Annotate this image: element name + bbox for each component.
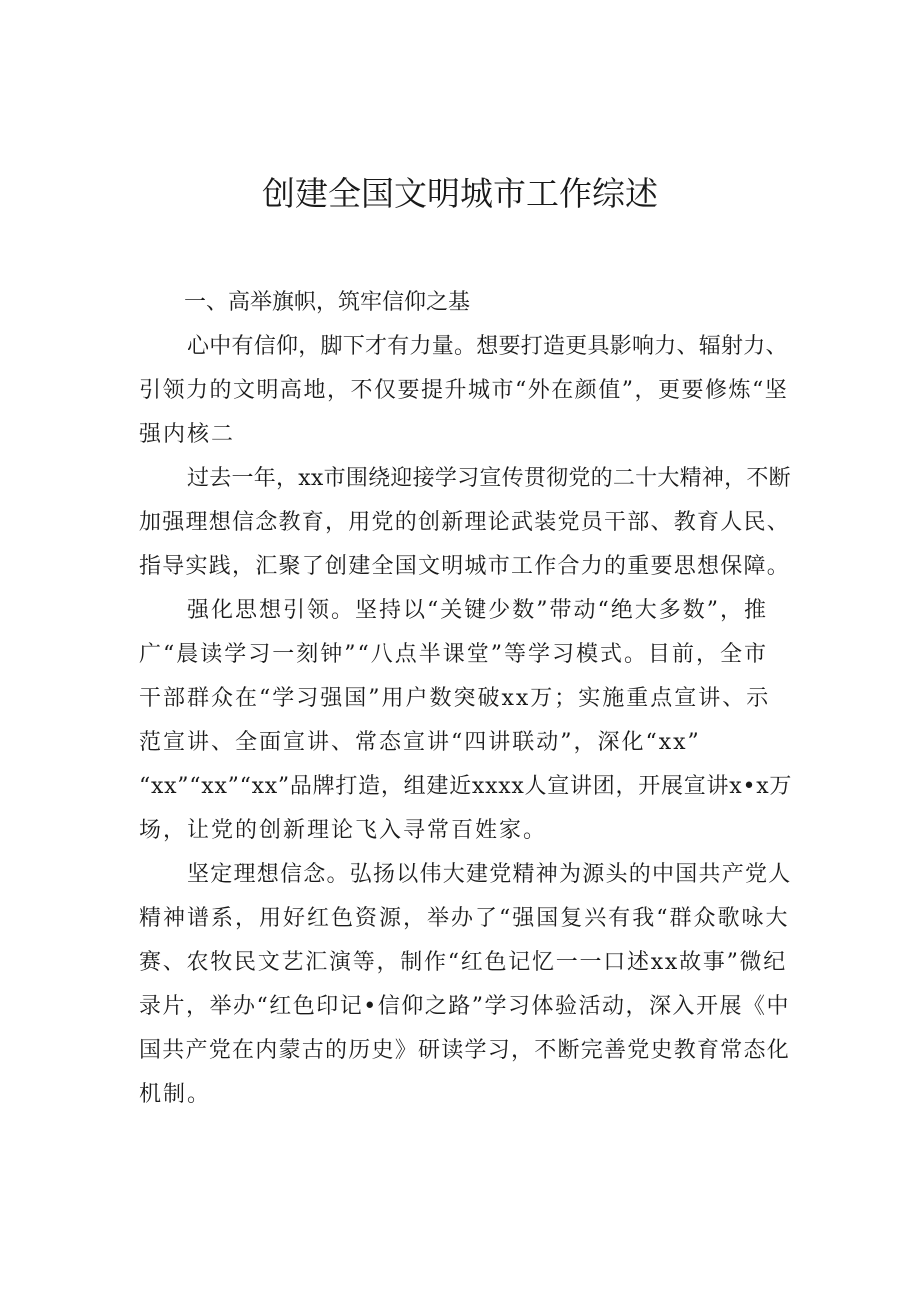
paragraph-line: 心中有信仰，脚下才有力量。想要打造更具影响力、辐射力、	[187, 334, 788, 359]
paragraph-line: 场，让党的创新理论飞入寻常百姓家。	[139, 818, 548, 843]
paragraph-line: 强内核二	[139, 422, 236, 447]
paragraph-line: 引领力的文明高地，不仅要提升城市“外在颜值”，更要修炼“坚	[139, 378, 789, 403]
paragraph-line: 录片，举办“红色印记•信仰之路”学习体验活动，深入开展《中	[139, 994, 790, 1019]
paragraph-line: 机制。	[139, 1082, 212, 1107]
paragraph-line: 范宣讲、全面宣讲、常态宣讲“四讲联动”，深化“xx”	[139, 730, 701, 755]
paragraph-line: 赛、农牧民文艺汇演等，制作“红色记忆一一口述xx故事”微纪	[139, 950, 788, 975]
paragraph-line: 干部群众在“学习强国”用户数突破xx万；实施重点宣讲、示	[139, 686, 771, 711]
section-heading: 一、高举旗帜，筑牢信仰之基	[184, 290, 471, 315]
paragraph-line: 过去一年，xx市围绕迎接学习宣传贯彻党的二十大精神，不断	[187, 466, 791, 491]
document-title: 创建全国文明城市工作综述	[262, 174, 658, 213]
paragraph-line: 加强理想信念教育，用党的创新理论武装党员干部、教育人民、	[139, 510, 791, 535]
paragraph-line: 坚定理想信念。弘扬以伟大建党精神为源头的中国共产党人	[187, 862, 792, 887]
paragraph-line: 国共产党在内蒙古的历史》研读学习，不断完善党史教育常态化	[139, 1038, 791, 1063]
paragraph-line: 强化思想引领。坚持以“关键少数”带动“绝大多数”，推	[187, 598, 768, 623]
paragraph-line: “xx”“xx”“xx”品牌打造，组建近xxxx人宣讲团，开展宣讲x•x万	[139, 774, 793, 799]
paragraph-line: 广“晨读学习一刻钟”“八点半课堂”等学习模式。目前，全市	[139, 642, 768, 667]
paragraph-line: 指导实践，汇聚了创建全国文明城市工作合力的重要思想保障。	[139, 554, 791, 579]
paragraph-line: 精神谱系，用好红色资源，举办了“强国复兴有我“群众歌咏大	[139, 906, 790, 931]
